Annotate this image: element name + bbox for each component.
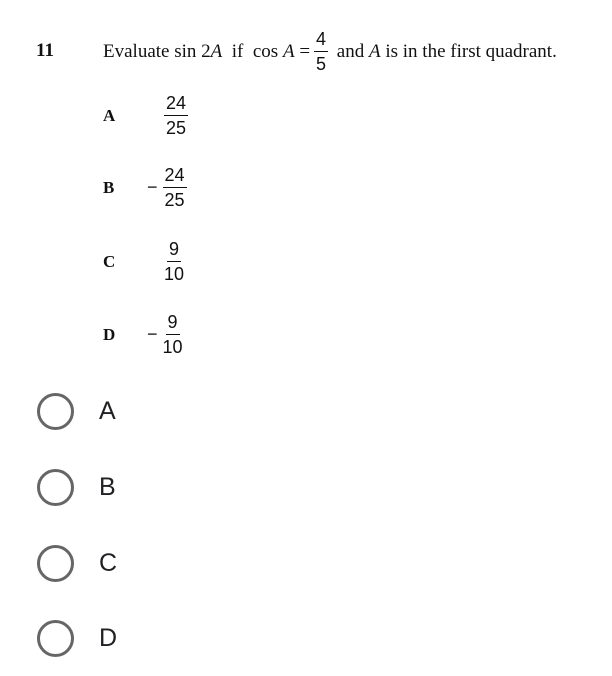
choice-a[interactable] <box>37 393 116 430</box>
option-d <box>103 311 187 358</box>
text: is in the first quadrant. <box>380 40 557 62</box>
fraction <box>314 28 328 75</box>
variable: A <box>282 40 295 62</box>
option-a <box>103 92 192 139</box>
option-letter: A <box>103 105 116 125</box>
numerator: 9 <box>166 311 180 335</box>
numerator: 24 <box>163 164 187 188</box>
fraction <box>163 164 187 211</box>
denominator: 25 <box>164 190 185 210</box>
radio-button[interactable] <box>37 469 74 506</box>
variable: A <box>368 40 381 62</box>
choice-label[interactable]: A <box>99 397 116 425</box>
option-letter: C <box>103 251 116 271</box>
denominator: 25 <box>166 118 187 138</box>
radio-button[interactable] <box>37 545 74 582</box>
fraction <box>164 238 184 285</box>
choice-c[interactable] <box>37 545 117 582</box>
denominator: 5 <box>316 54 327 74</box>
text: = <box>294 40 311 62</box>
radio-button[interactable] <box>37 620 74 657</box>
text: sin 2 <box>174 40 211 62</box>
question-text <box>103 28 557 75</box>
text: if cos <box>222 40 283 62</box>
option-b <box>103 164 191 211</box>
choice-b[interactable] <box>37 469 116 506</box>
numerator: 9 <box>167 238 181 262</box>
text: Evaluate <box>103 40 175 62</box>
choice-d[interactable] <box>37 620 117 657</box>
text: and <box>332 40 369 62</box>
option-c <box>103 238 188 285</box>
denominator: 10 <box>164 264 185 284</box>
radio-button[interactable] <box>37 393 74 430</box>
numerator: 4 <box>314 28 328 52</box>
choice-label[interactable]: B <box>99 473 116 501</box>
option-letter: B <box>103 177 115 197</box>
numerator: 24 <box>164 92 188 116</box>
choice-label[interactable]: D <box>99 624 118 652</box>
choice-label[interactable]: C <box>99 549 118 577</box>
fraction <box>164 92 188 139</box>
sign: − <box>147 177 158 197</box>
question-number: 11 <box>36 40 54 61</box>
fraction <box>163 311 183 358</box>
option-letter: D <box>103 324 116 344</box>
variable: A <box>210 40 223 62</box>
sign: − <box>147 324 158 344</box>
denominator: 10 <box>162 337 183 357</box>
